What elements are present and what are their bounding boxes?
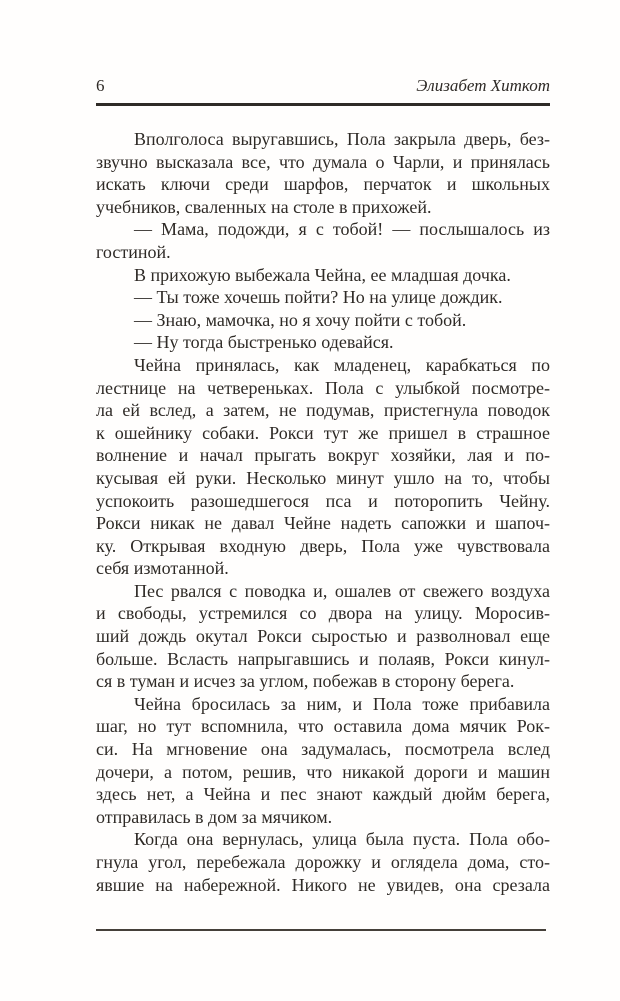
text-line: Когда она вернулась, улица была пуста. Пола обо- [134, 829, 550, 850]
text-line: ку. Открывая входную дверь, Пола уже чувствовала [96, 535, 550, 556]
text-line: Чейна принялась, как младенец, карабкаться по [134, 354, 550, 375]
text-line: В прихожую выбежала Чейна, ее младшая дочка. [134, 264, 511, 285]
text-line: си. На мгновение она задумалась, посмотрела вслед [96, 739, 550, 760]
paragraph [96, 828, 550, 896]
text-line: — Знаю, мамочка, но я хочу пойти с тобой. [134, 309, 467, 330]
text-line: Пес рвался с поводка и, ошалев от свежего воздуха [134, 580, 550, 601]
text-line: кусывая ей руки. Несколько минут ушло на то, чтобы [96, 467, 550, 488]
page-number: 6 [96, 76, 105, 95]
text-line: искать ключи среди шарфов, перчаток и школьных [96, 174, 550, 195]
paragraph [96, 286, 550, 309]
text-line: Рокси никак не давал Чейне надеть сапожки и шапоч- [96, 513, 550, 534]
text-line: гнула угол, перебежала дорожку и оглядела дома, сто- [96, 852, 550, 872]
text-line: Чейна бросилась за ним, и Пола тоже прибавила [134, 693, 550, 714]
text-line: ся в туман и исчез за углом, побежав в сторону берега. [96, 671, 515, 692]
text-line: учебников, сваленных на столе в прихожей. [96, 196, 432, 217]
text-line: успокоить разошедшегося пса и поторопить Чейну. [96, 490, 550, 511]
text-line: дочери, а потом, решив, что никакой дороги и машин [96, 761, 550, 782]
paragraph [96, 264, 550, 287]
paragraph [96, 354, 550, 580]
text-line: и свободы, устремился со двора на улицу. Моросив- [96, 603, 550, 624]
running-header-author: Элизабет Хиткот [416, 76, 550, 95]
text-line: Вполголоса выругавшись, Пола закрыла дверь, без- [134, 129, 550, 149]
page-body [96, 128, 550, 896]
text-line: — Мама, подожди, я с тобой! — послышалось из [134, 219, 550, 240]
text-line: здесь нет, а Чейна и пес знают каждый дюйм берега, [96, 784, 550, 805]
text-line: ла ей вслед, а затем, не подумав, пристегнула поводок [96, 400, 550, 421]
text-line: — Ты тоже хочешь пойти? Но на улице дождик. [134, 287, 503, 308]
text-line: звучно высказала все, что думала о Чарли, и принялась [96, 151, 550, 172]
text-line: шаг, но тут вспомнила, что оставила дома мячик Рок- [96, 716, 550, 737]
text-line: к ошейнику собаки. Рокси тут же пришел в страшное [96, 422, 550, 443]
text-line: отправилась в дом за мячиком. [96, 806, 333, 827]
text-line: гостиной. [96, 241, 171, 262]
paragraph [96, 218, 550, 263]
paragraph [96, 580, 550, 693]
footer-rule [96, 929, 546, 931]
paragraph [96, 309, 550, 332]
paragraph [96, 331, 550, 354]
text-line: волнение и начал прыгать вокруг хозяйки, лая и по- [96, 445, 550, 466]
text-line: больше. Всласть напрыгавшись и полаяв, Рокси кинул- [96, 648, 550, 669]
text-line: лестнице на четвереньках. Пола с улыбкой посмотре- [96, 377, 550, 398]
text-line: себя измотанной. [96, 558, 229, 579]
text-line: — Ну тогда быстренько одевайся. [134, 332, 394, 353]
header-rule [96, 103, 550, 106]
page-header [96, 76, 550, 96]
paragraph [96, 693, 550, 829]
text-line: ший дождь окутал Рокси сыростью и разволновал еще [96, 626, 550, 647]
text-line: явшие на набережной. Никого не увидев, она срезала [96, 874, 550, 895]
paragraph [96, 128, 550, 218]
